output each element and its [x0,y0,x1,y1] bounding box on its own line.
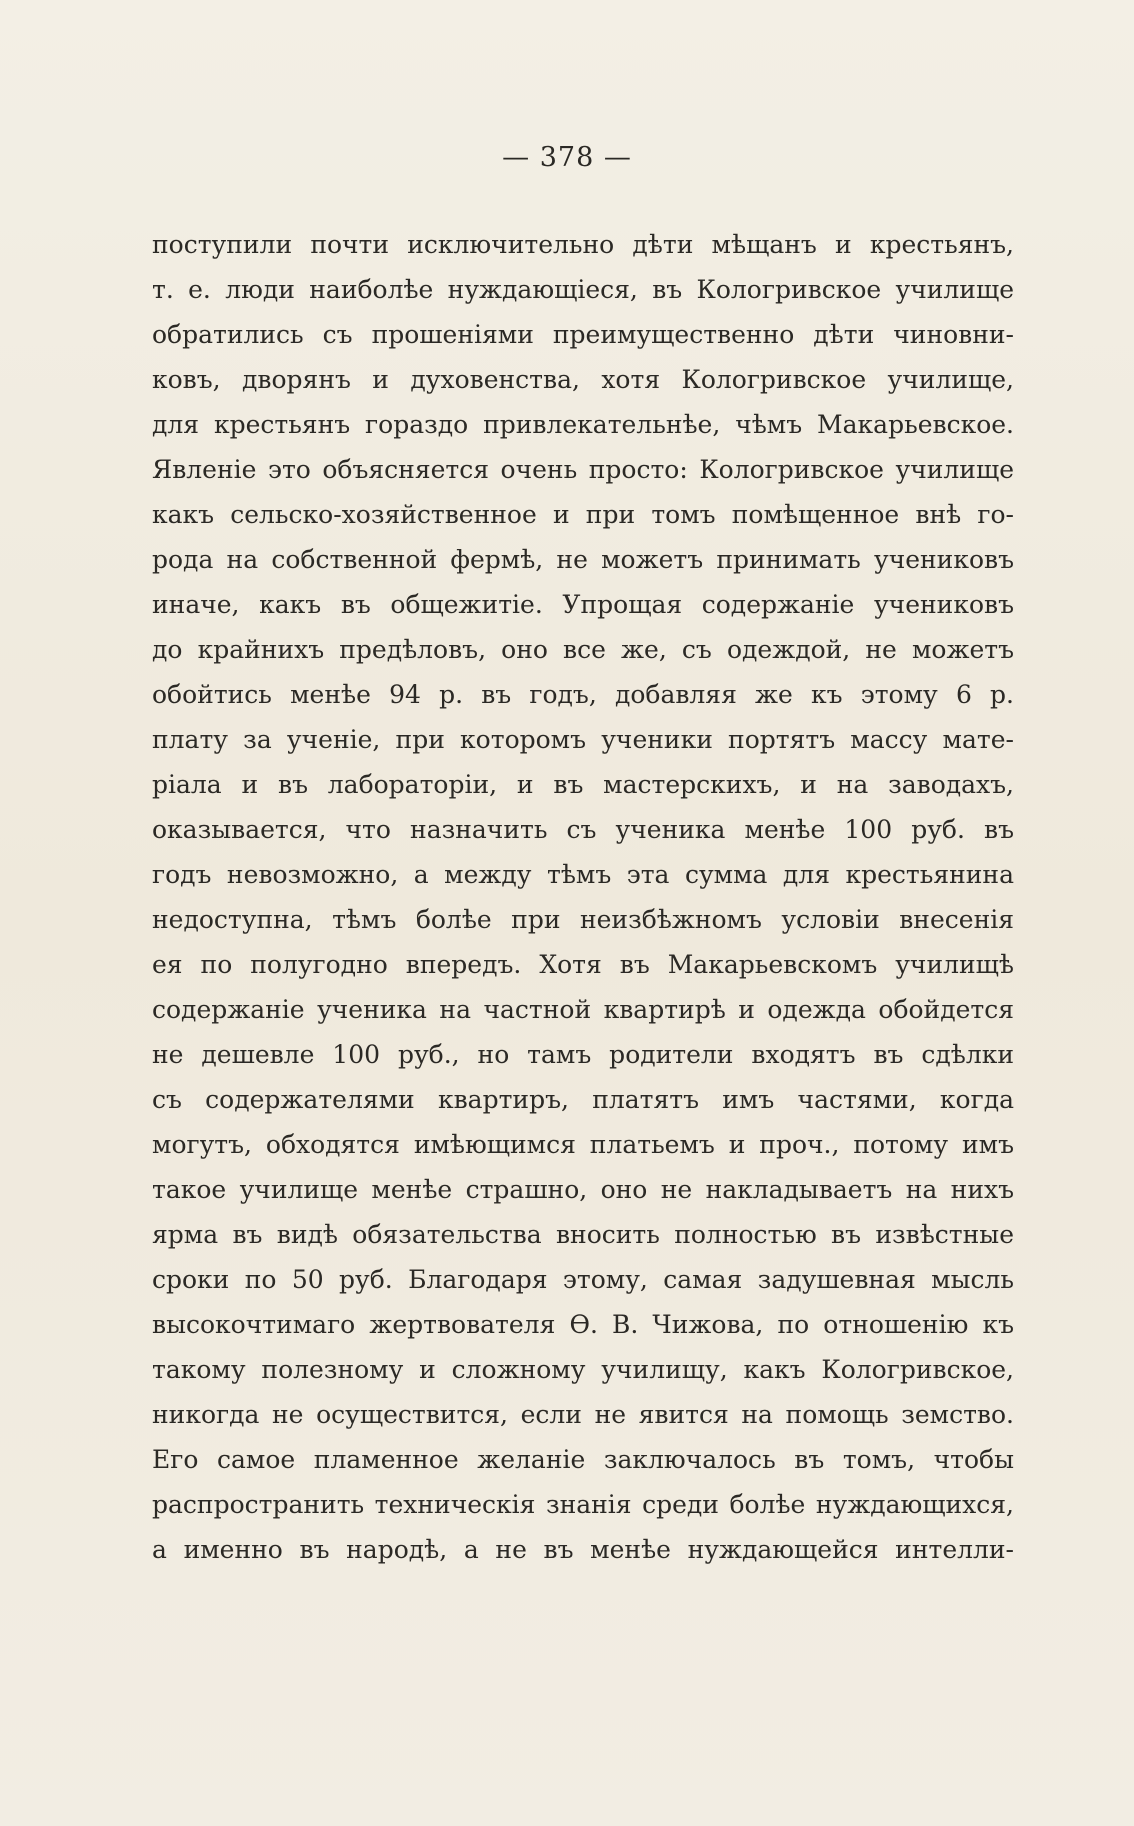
body-text [152,222,1014,1572]
text-line: никогда не осуществится, если не явится на помощь земство. [152,1400,1014,1429]
text-line: распространить техническія знанія среди болѣе нуждающихся, [152,1490,1014,1519]
text-line: такому полезному и сложному училищу, какъ Кологривское, [152,1355,1014,1384]
text-line: для крестьянъ гораздо привлекательнѣе, чѣмъ Макарьевское. [152,410,1014,439]
text-line: оказывается, что назначить съ ученика менѣе 100 руб. въ [152,815,1014,844]
text-line: до крайнихъ предѣловъ, оно все же, съ одеждой, не можетъ [152,635,1014,664]
text-line: Его самое пламенное желаніе заключалось въ томъ, чтобы [152,1445,1014,1474]
text-line: содержаніе ученика на частной квартирѣ и одежда обойдется [152,995,1014,1024]
text-line: плату за ученіе, при которомъ ученики портятъ массу мате- [152,725,1014,754]
text-line: обратились съ прошеніями преимущественно дѣти чиновни- [152,320,1014,349]
text-line: не дешевле 100 руб., но тамъ родители входятъ въ сдѣлки [152,1040,1014,1069]
text-line: годъ невозможно, а между тѣмъ эта сумма для крестьянина [152,860,1014,889]
text-line: а именно въ народѣ, а не въ менѣе нуждающейся интелли- [152,1535,1014,1564]
text-line: иначе, какъ въ общежитіе. Упрощая содержаніе учениковъ [152,590,1014,619]
text-line: ковъ, дворянъ и духовенства, хотя Кологривское училище, [152,365,1014,394]
text-line: т. е. люди наиболѣе нуждающіеся, въ Кологривское училище [152,275,1014,304]
text-line: какъ сельско-хозяйственное и при томъ помѣщенное внѣ го- [152,500,1014,529]
text-line: рода на собственной фермѣ, не можетъ принимать учениковъ [152,545,1014,574]
text-line: высокочтимаго жертвователя Ѳ. В. Чижова, по отношенію къ [152,1310,1014,1339]
text-line: могутъ, обходятся имѣющимся платьемъ и проч., потому имъ [152,1130,1014,1159]
text-line: Явленіе это объясняется очень просто: Кологривское училище [152,455,1014,484]
text-line: такое училище менѣе страшно, оно не накладываетъ на нихъ [152,1175,1014,1204]
text-line: обойтись менѣе 94 р. въ годъ, добавляя же къ этому 6 р. [152,680,1014,709]
text-line: недоступна, тѣмъ болѣе при неизбѣжномъ условіи внесенія [152,905,1014,934]
text-line: ріала и въ лабораторіи, и въ мастерскихъ, и на заводахъ, [152,770,1014,799]
text-line: поступили почти исключительно дѣти мѣщанъ и крестьянъ, [152,230,1014,259]
text-line: ея по полугодно впередъ. Хотя въ Макарьевскомъ училищѣ [152,950,1014,979]
page-number: — 378 — [502,142,632,173]
text-line: сроки по 50 руб. Благодаря этому, самая задушевная мысль [152,1265,1014,1294]
text-line: ярма въ видѣ обязательства вносить полностью въ извѣстные [152,1220,1014,1249]
text-line: съ содержателями квартиръ, платятъ имъ частями, когда [152,1085,1014,1114]
